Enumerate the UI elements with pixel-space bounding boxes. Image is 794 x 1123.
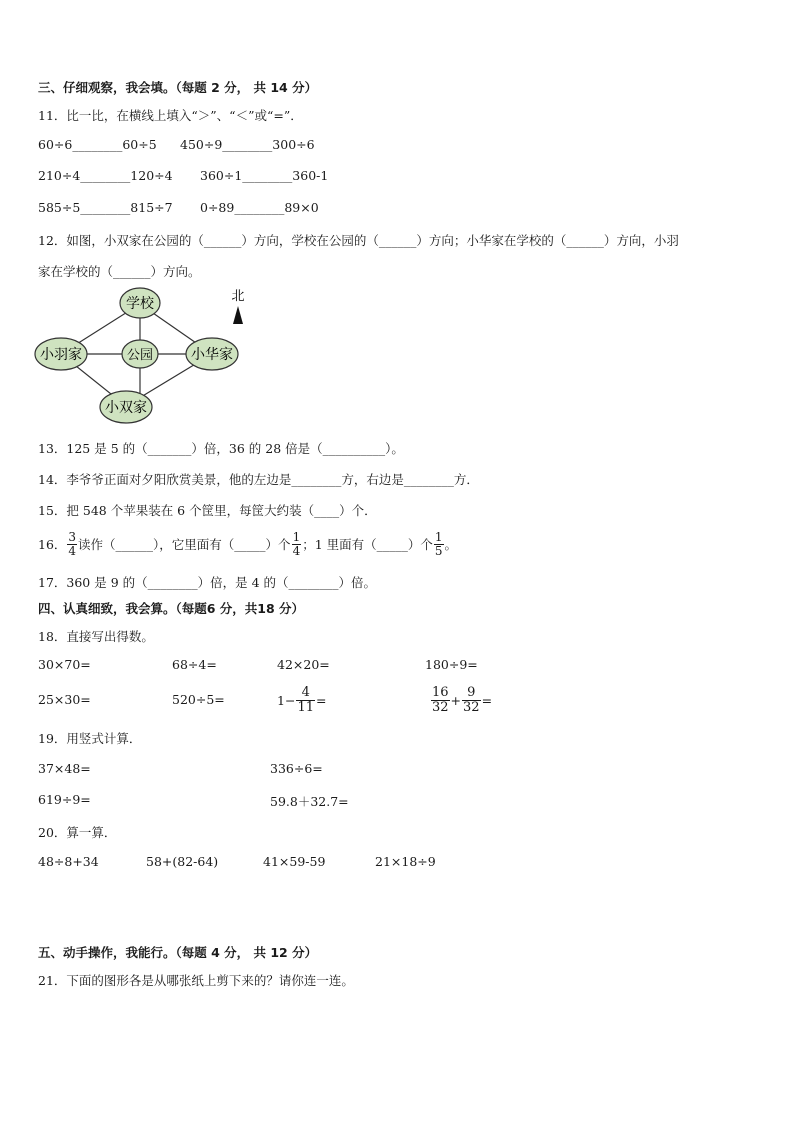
node-xiaoyu — [35, 338, 87, 370]
q11-item: 450÷9________300÷6 — [180, 137, 315, 152]
q18-item: 30×70= — [38, 657, 91, 672]
frac-numerator: 16 — [432, 684, 449, 700]
fraction-4-11 — [296, 686, 315, 714]
question-14: 14．李爷爷正面对夕阳欣赏美景，他的左边是________方，右边是________方． — [38, 472, 479, 487]
fraction-16-32 — [431, 686, 450, 714]
question-12-line1: 12．如图，小双家在公园的（______）方向，学校在公园的（______）方向；小华家在学校的（______）方向，小羽 — [38, 233, 679, 248]
expr-lead: 1− — [277, 692, 296, 708]
q18-item: 180÷9= — [425, 657, 478, 672]
question-21: 21．下面的图形各是从哪张纸上剪下来的？请你连一连。 — [38, 973, 354, 988]
node-school — [120, 288, 160, 318]
node-park — [122, 340, 158, 368]
frac-numerator: 3 — [68, 529, 77, 544]
question-13: 13．125 是 5 的（_______）倍，36 的 28 倍是（__________）。 — [38, 441, 404, 456]
fraction-1-5 — [434, 531, 444, 557]
svg-text:学校: 学校 — [126, 296, 154, 312]
frac-numerator: 4 — [296, 686, 315, 701]
fraction-3-4 — [67, 531, 77, 557]
svg-text:公园: 公园 — [126, 348, 154, 363]
q19-item: 37×48= — [38, 761, 91, 776]
frac-denominator: 5 — [434, 543, 443, 558]
q11-item: 585÷5________815÷7 — [38, 200, 173, 215]
direction-diagram — [34, 284, 254, 426]
frac-numerator: 9 — [462, 686, 481, 701]
q19-item: 619÷9= — [38, 792, 91, 807]
frac-denominator: 4 — [68, 543, 77, 558]
q20-item: 58+(82-64) — [146, 854, 219, 869]
frac-numerator: 1 — [434, 529, 443, 544]
q19-item: 59.8＋32.7= — [270, 794, 349, 809]
question-18-text: 18．直接写出得数。 — [38, 629, 154, 644]
q18-item: 42×20= — [277, 657, 330, 672]
node-xiaoshuang — [100, 391, 152, 423]
fraction-9-32 — [462, 686, 481, 714]
q11-item: 210÷4________120÷4 — [38, 168, 173, 183]
q16-part1: 读作（______），它里面有（_____）个 — [78, 537, 291, 552]
q11-item: 360÷1________360-1 — [200, 168, 329, 183]
q18-item: 520÷5= — [172, 692, 225, 707]
fraction-1-4 — [292, 531, 302, 557]
q20-item: 48÷8+34 — [38, 854, 99, 869]
north-label: 北 — [231, 289, 245, 304]
q16-prefix: 16． — [38, 537, 67, 552]
expr-equals: = — [315, 692, 327, 708]
frac-denominator: 4 — [292, 543, 301, 558]
question-17: 17．360 是 9 的（________）倍，是 4 的（________）倍。 — [38, 575, 377, 590]
q11-item: 60÷6________60÷5 — [38, 137, 157, 152]
question-16 — [38, 526, 457, 562]
q20-item: 21×18÷9 — [375, 854, 436, 869]
q18-fraction-expression-1 — [277, 680, 326, 720]
q16-suffix: 。 — [444, 537, 458, 552]
question-19-text: 19．用竖式计算． — [38, 731, 142, 746]
svg-text:小羽家: 小羽家 — [40, 347, 82, 363]
section-4-header: 四、认真细致，我会算。（每题6 分，共18 分） — [38, 601, 305, 616]
section-5-header: 五、动手操作，我能行。（每题 4 分， 共 12 分） — [38, 945, 318, 960]
frac-denominator: 32 — [432, 699, 449, 715]
section-3-header: 三、仔细观察，我会填。（每题 2 分， 共 14 分） — [38, 80, 318, 95]
q18-item: 68÷4= — [172, 657, 217, 672]
q18-item: 25×30= — [38, 692, 91, 707]
q16-part2: ；1 里面有（_____）个 — [302, 537, 433, 552]
node-xiaohua — [186, 338, 238, 370]
question-11-text: 11．比一比，在横线上填入“＞”、“＜”或“=”． — [38, 108, 303, 123]
q11-item: 0÷89________89×0 — [200, 200, 319, 215]
expr-plus: + — [450, 692, 462, 708]
q18-fraction-expression-2 — [430, 680, 492, 720]
q20-item: 41×59-59 — [263, 854, 326, 869]
frac-denominator: 32 — [463, 699, 480, 715]
question-20-text: 20．算一算． — [38, 825, 117, 840]
expr-equals: = — [481, 692, 493, 708]
question-12-line2: 家在学校的（______）方向。 — [38, 264, 201, 279]
frac-numerator: 1 — [292, 529, 301, 544]
question-15: 15．把 548 个苹果装在 6 个筐里，每筐大约装（____）个． — [38, 503, 377, 518]
frac-denominator: 11 — [297, 699, 314, 715]
svg-text:小双家: 小双家 — [105, 400, 147, 416]
q19-item: 336÷6= — [270, 761, 323, 776]
svg-text:小华家: 小华家 — [191, 347, 233, 363]
north-arrow-icon — [231, 289, 244, 324]
